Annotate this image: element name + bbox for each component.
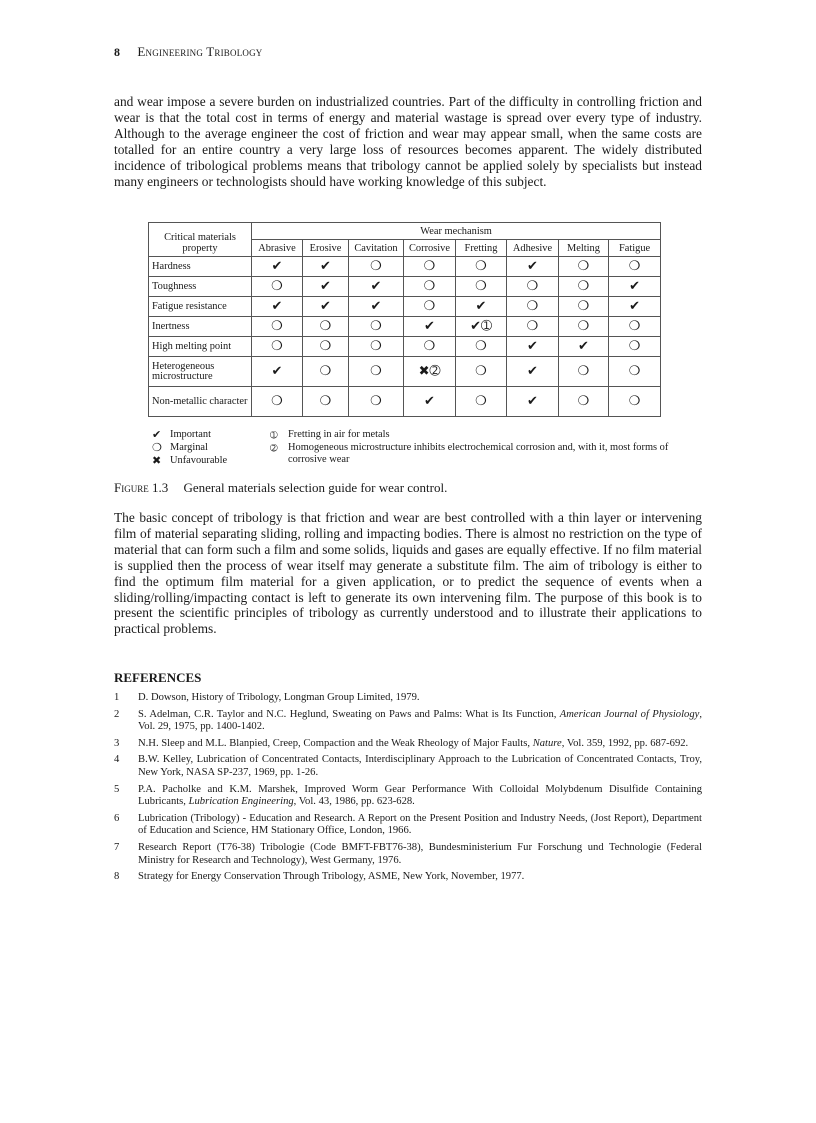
table-row bbox=[149, 337, 661, 357]
rating-cell: ✔ bbox=[349, 277, 404, 297]
rating-cell: ✔ bbox=[609, 297, 661, 317]
rating-cell: ❍ bbox=[303, 317, 349, 337]
reference-number: 2 bbox=[114, 708, 120, 720]
reference-number: 6 bbox=[114, 812, 120, 824]
legend-note-2: ➁ Homogeneous microstructure inhibits electrochemical corrosion and, with it, most forms of corrosive wear bbox=[270, 442, 669, 465]
reference-text: N.H. Sleep and M.L. Blanpied, Creep, Compaction and the Weak Rheology of Major Faults, bbox=[138, 737, 533, 749]
rating-cell: ✔ bbox=[507, 387, 559, 417]
rating-cell: ✔ bbox=[507, 337, 559, 357]
column-header: Fatigue bbox=[609, 240, 661, 257]
figure-caption bbox=[114, 480, 447, 496]
reference-number: 1 bbox=[114, 692, 120, 703]
rating-cell: ❍ bbox=[303, 357, 349, 387]
rating-cell: ❍ bbox=[559, 317, 609, 337]
circle-icon: ❍ bbox=[152, 441, 162, 454]
property-label: Non-metallic character bbox=[149, 387, 252, 417]
check-icon: ✔ bbox=[152, 428, 162, 441]
rating-cell: ❍ bbox=[456, 257, 507, 277]
reference-item bbox=[114, 692, 702, 705]
column-header: Fretting bbox=[456, 240, 507, 257]
column-header: Adhesive bbox=[507, 240, 559, 257]
circled-one-icon: ➀ bbox=[270, 431, 278, 441]
references-heading: REFERENCES bbox=[114, 670, 202, 685]
table-row bbox=[149, 357, 661, 387]
rating-cell: ✔ bbox=[559, 337, 609, 357]
reference-details: , Vol. 29, 1975, pp. 1400-1402. bbox=[138, 708, 702, 733]
materials-selection-table bbox=[148, 222, 661, 417]
rating-cell: ✔➀ bbox=[456, 317, 507, 337]
rating-cell: ❍ bbox=[559, 297, 609, 317]
rating-cell: ❍ bbox=[456, 357, 507, 387]
column-header: Corrosive bbox=[404, 240, 456, 257]
rating-cell: ✔ bbox=[609, 277, 661, 297]
property-label: High melting point bbox=[149, 337, 252, 357]
reference-text: B.W. Kelley, Lubrication of Concentrated Contacts, Interdisciplinary Approach to the Lubrication of Concentrated Contacts, Troy, New York, NASA SP-237, 1969, pp. 1-26. bbox=[138, 754, 702, 778]
reference-item bbox=[114, 738, 702, 751]
reference-item bbox=[114, 754, 702, 779]
reference-item bbox=[114, 709, 702, 734]
reference-item bbox=[114, 842, 702, 867]
wear-mechanism-header: Wear mechanism bbox=[252, 223, 661, 240]
column-header: Cavitation bbox=[349, 240, 404, 257]
property-label: Fatigue resistance bbox=[149, 297, 252, 317]
property-label: Hardness bbox=[149, 257, 252, 277]
reference-number: 3 bbox=[114, 737, 120, 749]
legend-important: ✔ Important bbox=[152, 428, 211, 441]
rating-cell: ❍ bbox=[559, 257, 609, 277]
column-header: Melting bbox=[559, 240, 609, 257]
reference-number: 8 bbox=[114, 871, 120, 883]
reference-number: 5 bbox=[114, 783, 120, 795]
reference-number: 4 bbox=[114, 754, 120, 766]
rating-cell: ❍ bbox=[404, 277, 456, 297]
rating-cell: ❍ bbox=[609, 387, 661, 417]
reference-details: , Vol. 359, 1992, pp. 687-692. bbox=[561, 737, 689, 749]
rating-cell: ✔ bbox=[252, 257, 303, 277]
legend-unfavourable: ✖ Unfavourable bbox=[152, 454, 228, 467]
rating-cell: ❍ bbox=[507, 297, 559, 317]
rating-cell: ✔ bbox=[404, 387, 456, 417]
rating-cell: ❍ bbox=[349, 357, 404, 387]
rating-cell: ❍ bbox=[303, 337, 349, 357]
table-row bbox=[149, 387, 661, 417]
reference-text: D. Dowson, History of Tribology, Longman Group Limited, 1979. bbox=[138, 692, 420, 703]
rating-cell: ✔ bbox=[404, 317, 456, 337]
rating-cell: ✔ bbox=[349, 297, 404, 317]
rating-cell: ❍ bbox=[456, 337, 507, 357]
cross-icon: ✖ bbox=[152, 454, 162, 467]
table-row bbox=[149, 257, 661, 277]
rating-cell: ❍ bbox=[456, 387, 507, 417]
table-row bbox=[149, 317, 661, 337]
rating-cell: ❍ bbox=[349, 257, 404, 277]
rating-cell: ✔ bbox=[507, 257, 559, 277]
figure-caption-text: General materials selection guide for wear control. bbox=[183, 480, 448, 495]
rating-cell: ✖➁ bbox=[404, 357, 456, 387]
reference-item bbox=[114, 813, 702, 838]
reference-journal: Lubrication Engineering bbox=[188, 796, 294, 808]
body-paragraph-1: and wear impose a severe burden on industrialized countries. Part of the difficulty in controlling friction and wear is that the total cost in terms of energy and material wastage is spread over every type of industry. Although to the average engineer the cost of friction and wear may appear small, when the same costs are totalled for an entire country a very large loss of resources becomes apparent. The widely distributed incidence of tribological problems means that tribology cannot be applied solely by specialists but instead many engineers or technologists should have working knowledge of this subject. bbox=[114, 94, 702, 189]
legend-note-1: ➀ Fretting in air for metals bbox=[270, 429, 390, 441]
rating-cell: ✔ bbox=[456, 297, 507, 317]
reference-text: S. Adelman, C.R. Taylor and N.C. Heglund, Sweating on Paws and Palms: What is Its Function, bbox=[138, 708, 560, 720]
rating-cell: ❍ bbox=[252, 337, 303, 357]
reference-text: Research Report (T76-38) Tribologie (Code BMFT-FBT76-38), Bundesministerium Fur Forschung und Technologie (Federal Ministry for Research and Technology), West Germany, 1976. bbox=[138, 841, 702, 866]
body-paragraph-2: The basic concept of tribology is that friction and wear are best controlled with a thin layer or intervening film of material separating sliding, rolling and impacting bodies. There is almost no restriction on the type of material that can form such a film and some solids, liquids and gases are equally effective. If no film material is supplied then the process of wear itself may generate a substitute film. The aim of tribology is either to find the optimum film material for a given application, or to predict the sequence of events when a sliding/rolling/impacting contact is left to generate its own intervening film. The purpose of this book is to present the scientific principles of tribology as currently understood and to illustrate their applications to practical problems. bbox=[114, 510, 702, 637]
rating-cell: ❍ bbox=[609, 337, 661, 357]
rating-cell: ✔ bbox=[252, 357, 303, 387]
rating-cell: ❍ bbox=[404, 257, 456, 277]
running-title: Engineering Tribology bbox=[137, 44, 263, 59]
rating-cell: ❍ bbox=[456, 277, 507, 297]
property-label: Inertness bbox=[149, 317, 252, 337]
rating-cell: ❍ bbox=[404, 297, 456, 317]
reference-text: P.A. Pacholke and K.M. Marshek, Improved Worm Gear Performance With Colloidal Molybdenum Disulfide Containing Lubricants, bbox=[138, 783, 702, 808]
rating-cell: ❍ bbox=[559, 387, 609, 417]
circled-two-icon: ➁ bbox=[270, 444, 278, 454]
column-header: Abrasive bbox=[252, 240, 303, 257]
column-header: Erosive bbox=[303, 240, 349, 257]
table-row bbox=[149, 297, 661, 317]
rating-cell: ✔ bbox=[252, 297, 303, 317]
reference-item bbox=[114, 784, 702, 809]
rating-cell: ✔ bbox=[303, 257, 349, 277]
rating-cell: ❍ bbox=[349, 337, 404, 357]
rating-cell: ❍ bbox=[507, 277, 559, 297]
rating-cell: ❍ bbox=[252, 317, 303, 337]
rating-cell: ❍ bbox=[252, 277, 303, 297]
reference-text: Lubrication (Tribology) - Education and Research. A Report on the Present Position and Industry Needs, (Jost Report), Department of Education and Science, HM Stationary Office, London, 1966. bbox=[138, 812, 702, 837]
rating-cell: ❍ bbox=[507, 317, 559, 337]
figure-label: Figure 1.3 bbox=[114, 480, 169, 495]
rating-cell: ❍ bbox=[349, 317, 404, 337]
reference-number: 7 bbox=[114, 841, 120, 853]
rating-cell: ❍ bbox=[609, 257, 661, 277]
rating-cell: ✔ bbox=[303, 277, 349, 297]
rating-cell: ✔ bbox=[303, 297, 349, 317]
legend-marginal: ❍ Marginal bbox=[152, 441, 208, 454]
rating-cell: ❍ bbox=[349, 387, 404, 417]
rating-cell: ❍ bbox=[559, 277, 609, 297]
property-label: Toughness bbox=[149, 277, 252, 297]
rating-cell: ❍ bbox=[303, 387, 349, 417]
rating-cell: ❍ bbox=[404, 337, 456, 357]
rating-cell: ✔ bbox=[507, 357, 559, 387]
corner-header: Critical materials property bbox=[149, 223, 252, 257]
property-label: Heterogeneous microstructure bbox=[149, 357, 252, 387]
rating-cell: ❍ bbox=[559, 357, 609, 387]
rating-cell: ❍ bbox=[609, 317, 661, 337]
table-row bbox=[149, 277, 661, 297]
page-number: 8 bbox=[114, 45, 121, 59]
reference-journal: Nature bbox=[532, 737, 562, 749]
rating-cell: ❍ bbox=[252, 387, 303, 417]
references-list bbox=[114, 692, 702, 888]
rating-cell: ❍ bbox=[609, 357, 661, 387]
running-head bbox=[114, 44, 263, 60]
reference-journal: American Journal of Physiology bbox=[559, 708, 700, 720]
reference-text: Strategy for Energy Conservation Through Tribology, ASME, New York, November, 1977. bbox=[138, 871, 525, 883]
reference-details: , Vol. 43, 1986, pp. 623-628. bbox=[293, 796, 415, 808]
reference-item bbox=[114, 871, 702, 884]
